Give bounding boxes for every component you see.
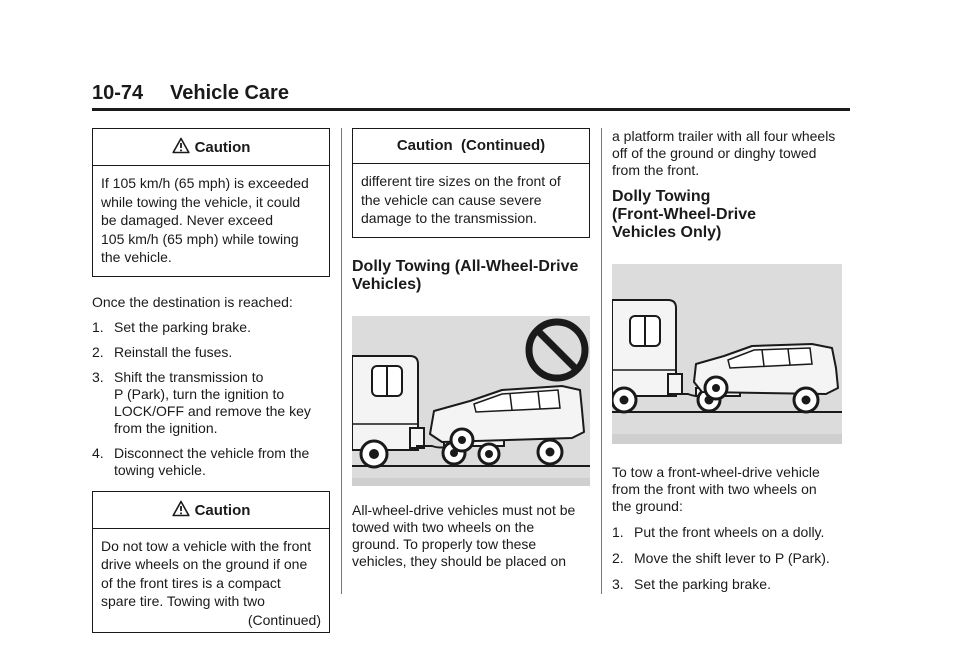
caution-line: damage to the transmission. [361, 210, 537, 226]
list-line: Set the parking brake. [114, 318, 251, 335]
caution-body [353, 164, 589, 237]
list-line: towing vehicle. [114, 461, 206, 478]
page-number: 10-74 [92, 82, 144, 104]
caution-line: the vehicle. [101, 249, 172, 265]
list-number: 3. [92, 368, 104, 385]
rv-towing-vehicle [352, 356, 424, 467]
caution-title: Caution [194, 139, 251, 156]
paragraph-line: a platform trailer with all four wheels [612, 128, 836, 144]
column-divider [601, 128, 602, 594]
list-item [92, 344, 330, 361]
list-number: 1. [92, 318, 104, 335]
section-heading [352, 258, 590, 294]
body-paragraph [612, 464, 850, 515]
warning-triangle-icon [172, 137, 190, 154]
paragraph-line: ground. To properly tow these [352, 535, 537, 552]
list-line: Reinstall the fuses. [114, 343, 233, 360]
caution-box-continued [352, 128, 590, 238]
list-line: Disconnect the vehicle from the [114, 444, 310, 461]
ground-strip [612, 434, 842, 444]
list-item [92, 319, 330, 336]
paragraph-line: All-wheel-drive vehicles must not be [352, 501, 576, 518]
body-paragraph [612, 128, 850, 179]
list-line: Put the front wheels on a dolly. [634, 524, 825, 540]
paragraph-line: vehicles, they should be placed on [352, 552, 567, 569]
caution-body [93, 529, 329, 633]
list-line: P (Park), turn the ignition to [114, 385, 285, 402]
awd-dolly-towing-illustration [352, 306, 590, 486]
list-line: Shift the transmission to [114, 368, 264, 385]
caution-body [93, 166, 329, 276]
caution-line: 105 km/h (65 mph) while towing [101, 230, 299, 247]
list-item [92, 445, 330, 479]
caution-line: while towing the vehicle, it could [101, 193, 301, 210]
list-line: LOCK/OFF and remove the key [114, 402, 311, 419]
heading-line: (Front-Wheel-Drive [612, 206, 756, 223]
list-item [612, 524, 850, 541]
paragraph-line: To tow a front-wheel-drive vehicle [612, 464, 820, 480]
caution-line: drive wheels on the ground if one [101, 556, 308, 572]
paragraph-line: off of the ground or dinghy towed [612, 145, 817, 161]
list-number: 1. [612, 524, 624, 540]
heading-line: Dolly Towing (All-Wheel-Drive [352, 257, 579, 275]
column-3 [612, 128, 850, 593]
paragraph-line: towed with two wheels on the [352, 518, 535, 535]
caution-line: of the front tires is a compact [101, 574, 281, 591]
caution-line: the vehicle can cause severe [361, 191, 542, 208]
column-divider [341, 128, 342, 594]
list-line: from the ignition. [114, 419, 218, 436]
paragraph-line: the ground: [612, 498, 683, 514]
caution-line: be damaged. Never exceed [101, 212, 273, 228]
list-number: 4. [92, 444, 104, 461]
fwd-dolly-towing-illustration [612, 264, 842, 444]
list-line: Move the shift lever to P (Park). [634, 550, 830, 566]
warning-triangle-icon [172, 500, 190, 517]
intro-text: Once the destination is reached: [92, 293, 293, 310]
rv-towing-vehicle [612, 300, 682, 412]
caution-header: Caution (Continued) [353, 129, 589, 164]
list-number: 2. [612, 550, 624, 566]
caution-line: spare tire. Towing with two [101, 593, 265, 609]
section-heading [612, 188, 850, 242]
caution-line: different tire sizes on the front of [361, 173, 561, 189]
caution-box-speed [92, 128, 330, 277]
caution-line: Do not tow a vehicle with the front [101, 537, 312, 554]
caution-line: If 105 km/h (65 mph) is exceeded [101, 175, 309, 191]
list-number: 3. [612, 576, 624, 592]
paragraph-line: from the front with two wheels on [612, 481, 817, 497]
list-number: 2. [92, 343, 104, 360]
paragraph-line: from the front. [612, 162, 700, 178]
continued-label: (Continued) [247, 611, 321, 628]
caution-box-spare-tire [92, 491, 330, 634]
ground-strip [352, 478, 590, 486]
heading-line: Vehicles Only) [612, 224, 722, 241]
list-item [612, 550, 850, 567]
caution-header [93, 129, 329, 166]
heading-line: Vehicles) [352, 275, 422, 293]
heading-line: Dolly Towing [612, 188, 711, 205]
list-item [612, 576, 850, 593]
body-paragraph [352, 502, 590, 570]
list-item [92, 369, 330, 437]
caution-header [93, 492, 329, 529]
page-header [92, 82, 850, 111]
section-title: Vehicle Care [170, 82, 289, 104]
list-line: Set the parking brake. [634, 576, 771, 592]
column-2 [352, 128, 590, 570]
column-1 [92, 128, 330, 633]
caution-title: Caution [194, 501, 251, 519]
